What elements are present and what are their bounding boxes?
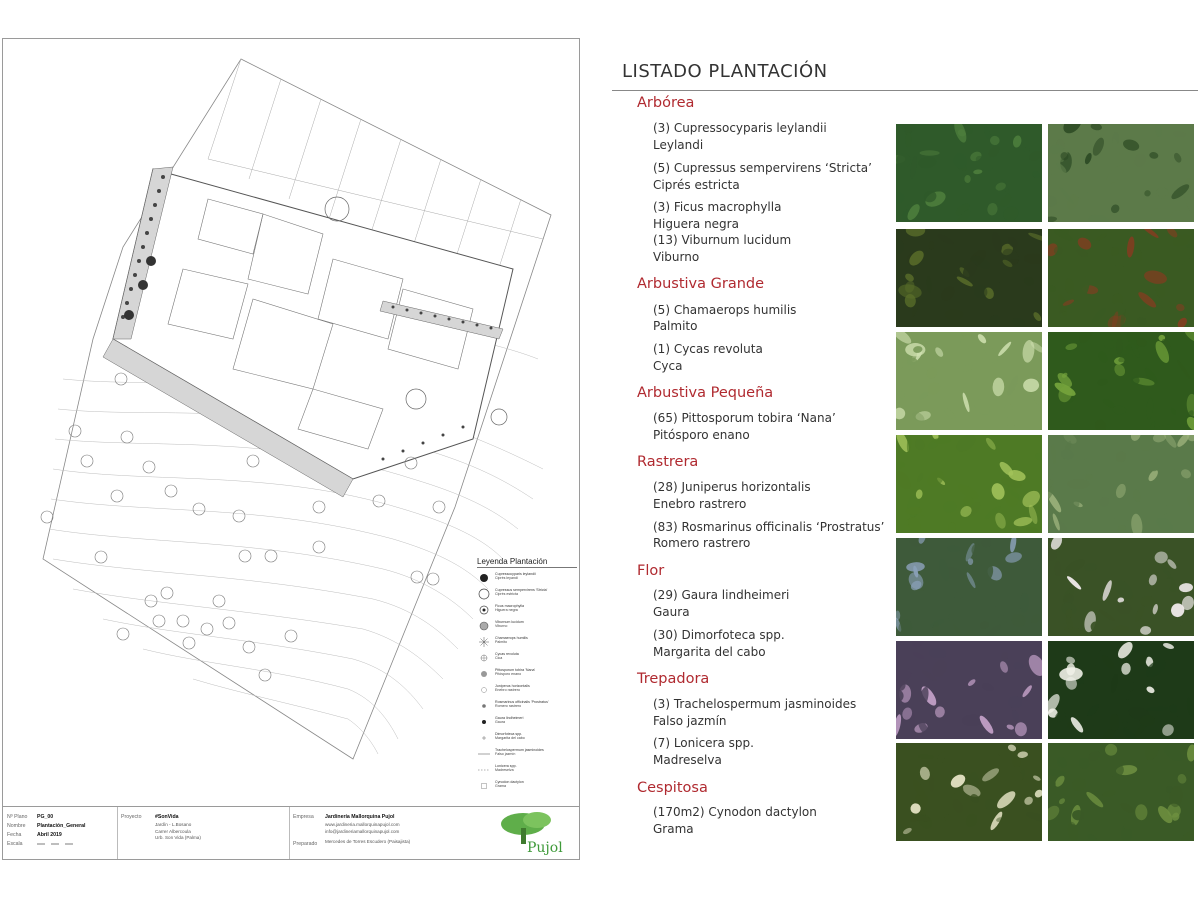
cynodon-photo xyxy=(1048,743,1194,841)
tb-labels xyxy=(7,813,27,849)
tree-logo-icon xyxy=(487,810,573,856)
escala-label: Escala xyxy=(7,841,23,847)
category-trepadora: Trepadora xyxy=(637,671,710,687)
rosmarinus-photo xyxy=(896,538,1042,636)
legend-common: Palmito xyxy=(495,640,507,645)
category-arbustiva-pequena: Arbustiva Pequeña xyxy=(637,385,774,401)
proyecto-line: Jardín - L.Bosano xyxy=(155,822,192,827)
plant-scientific: (7) Lonicera spp. xyxy=(653,736,754,750)
plant-scientific: (5) Cupressus sempervirens ‘Stricta’ xyxy=(653,161,872,175)
lonicera-photo xyxy=(896,743,1042,841)
legend-name: Viburnum lucidum xyxy=(495,620,524,624)
tiny-dot-icon xyxy=(477,700,491,712)
leylandii-photo xyxy=(896,124,1042,222)
empresa-web: www.jardineria.mallorquinapujol.com xyxy=(325,822,400,827)
plant-common: Grama xyxy=(653,822,694,836)
proyecto-label: Proyecto xyxy=(121,814,142,820)
empresa-value: Jardinería Mallorquina Pujol xyxy=(325,814,395,820)
legend-item xyxy=(477,748,577,764)
legend-item xyxy=(477,620,577,636)
legend-common: Falso jazmín xyxy=(495,752,516,757)
plant-common: Gaura xyxy=(653,605,690,619)
legend-title: Leyenda Plantación xyxy=(477,557,577,568)
legend-name: Cupressocyparis leylandii xyxy=(495,572,536,576)
tb-empresa-labels xyxy=(293,813,317,849)
plant-scientific: (29) Gaura lindheimeri xyxy=(653,588,790,602)
dimorfoteca-photo xyxy=(896,641,1042,739)
category-rastrera: Rastrera xyxy=(637,454,699,470)
grey-dot-icon xyxy=(477,668,491,680)
plant-scientific: (5) Chamaerops humilis xyxy=(653,303,797,317)
legend-item xyxy=(477,716,577,732)
tb-proyecto xyxy=(155,813,201,842)
nombre-value: Plantación_General xyxy=(37,823,86,829)
fecha-value: Abril 2019 xyxy=(37,832,62,838)
plano-value: PG_00 xyxy=(37,814,54,820)
listing-title: LISTADO PLANTACIÓN xyxy=(622,61,828,82)
dashed-line-icon xyxy=(477,764,491,776)
plant-common: Madreselva xyxy=(653,753,722,767)
legend-name: Rosmarinus officinalis 'Prostratus' xyxy=(495,700,549,704)
plant-scientific: (170m2) Cynodon dactylon xyxy=(653,805,817,819)
empresa-email: info@jardineriamallorquinapujol.com xyxy=(325,828,400,834)
pittosporum-photo xyxy=(896,435,1042,533)
plant-common: Ciprés estricta xyxy=(653,178,740,192)
legend-item xyxy=(477,572,577,588)
plant-scientific: (28) Juniperus horizontalis xyxy=(653,480,811,494)
planting-legend xyxy=(477,557,577,796)
plant-common: Leylandi xyxy=(653,138,704,152)
proyecto-line: Urb. Son Vida (Palma) xyxy=(155,835,201,841)
proyecto-line: Carrer Albercoula xyxy=(155,828,191,834)
category-arborea: Arbórea xyxy=(637,95,695,111)
legend-common: Margarita del cabo xyxy=(495,736,525,741)
legend-common: Cica xyxy=(495,656,503,661)
category-flor: Flor xyxy=(637,563,665,579)
juniperus-photo xyxy=(1048,435,1194,533)
plant-scientific: (83) Rosmarinus officinalis ‘Prostratus’ xyxy=(653,520,885,534)
scale-bar-icon xyxy=(37,840,85,850)
legend-name: Ficus macrophylla xyxy=(495,604,524,608)
legend-item xyxy=(477,604,577,620)
legend-common: Ciprés estricta xyxy=(495,592,518,597)
plant-common: Palmito xyxy=(653,319,698,333)
cycas-photo xyxy=(1048,332,1194,430)
hatched-circle-icon xyxy=(477,620,491,632)
chamaerops-photo xyxy=(896,332,1042,430)
viburnum-photo xyxy=(1048,229,1194,327)
legend-item xyxy=(477,700,577,716)
plano-label: Nº Plano xyxy=(7,814,28,820)
legend-item xyxy=(477,636,577,652)
title-block xyxy=(3,806,579,859)
tb-values xyxy=(37,813,85,850)
proyecto-value: #SonVida xyxy=(155,814,179,820)
legend-item xyxy=(477,668,577,684)
dotted-circle-icon xyxy=(477,604,491,616)
small-star-icon xyxy=(477,652,491,664)
legend-name: Trachelospermum jasminoides xyxy=(495,748,544,752)
black-dot-icon xyxy=(477,716,491,728)
legend-common: Pitósporo enano xyxy=(495,672,522,677)
category-arbustiva-grande: Arbustiva Grande xyxy=(637,276,765,292)
title-divider xyxy=(612,90,1198,91)
line-icon xyxy=(477,748,491,760)
ficus-photo xyxy=(896,229,1042,327)
light-dot-icon xyxy=(477,684,491,696)
tb-proyecto-label xyxy=(121,813,141,822)
tb-empresa xyxy=(325,813,410,846)
legend-name: Cupressus sempervirens 'Stricta' xyxy=(495,588,548,592)
plant-scientific: (1) Cycas revoluta xyxy=(653,342,763,356)
fecha-label: Fecha xyxy=(7,832,22,838)
legend-item xyxy=(477,764,577,780)
legend-common: Grama xyxy=(495,784,506,789)
plant-scientific: (65) Pittosporum tobira ‘Nana’ xyxy=(653,411,836,425)
legend-name: Cycas revoluta xyxy=(495,652,519,656)
plant-common: Pitósporo enano xyxy=(653,428,750,442)
legend-common: Romero rastrero xyxy=(495,704,522,709)
legend-common: Viburno xyxy=(495,624,508,629)
legend-common: Higuera negra xyxy=(495,608,518,613)
pujol-logo xyxy=(487,810,573,856)
legend-name: Juniperus horizontalis xyxy=(495,684,530,688)
legend-name: Dimorfoteca spp. xyxy=(495,732,523,736)
plant-common: Enebro rastrero xyxy=(653,497,747,511)
plant-scientific: (30) Dimorfoteca spp. xyxy=(653,628,785,642)
plant-common: Higuera negra xyxy=(653,217,739,231)
preparado-value: Mercedes de Torres Escudero (Paisajista) xyxy=(325,839,411,845)
legend-common: Enebro rastrero xyxy=(495,688,520,693)
legend-item xyxy=(477,732,577,748)
legend-name: Pittosporum tobira 'Nana' xyxy=(495,668,536,672)
nombre-label: Nombre xyxy=(7,823,26,829)
palm-star-icon xyxy=(477,636,491,648)
plant-common: Cyca xyxy=(653,359,683,373)
legend-item xyxy=(477,684,577,700)
category-cespitosa: Cespitosa xyxy=(637,780,708,796)
filled-circle-icon xyxy=(477,572,491,584)
legend-name: Chamaerops humilis xyxy=(495,636,528,640)
plant-common: Romero rastrero xyxy=(653,536,751,550)
cypress-stricta-photo xyxy=(1048,124,1194,222)
plant-scientific: (3) Cupressocyparis leylandii xyxy=(653,121,827,135)
plant-scientific: (3) Trachelospermum jasminoides xyxy=(653,697,857,711)
legend-name: Cynodon dactylon xyxy=(495,780,524,784)
legend-item xyxy=(477,780,577,796)
legend-common: Gaura xyxy=(495,720,505,725)
open-circle-icon xyxy=(477,588,491,600)
empresa-label: Empresa xyxy=(293,814,314,820)
legend-item xyxy=(477,652,577,668)
legend-name: Gaura lindheimeri xyxy=(495,716,524,720)
legend-item xyxy=(477,588,577,604)
plant-common: Falso jazmín xyxy=(653,714,727,728)
gaura-photo xyxy=(1048,538,1194,636)
plant-common: Margarita del cabo xyxy=(653,645,766,659)
plant-common: Viburno xyxy=(653,250,700,264)
asterisk-icon xyxy=(477,732,491,744)
plant-scientific: (13) Viburnum lucidum xyxy=(653,233,792,247)
planting-plan-sheet xyxy=(2,38,580,860)
legend-name: Lonicera spp. xyxy=(495,764,517,768)
preparado-label: Preparado xyxy=(293,841,318,847)
plant-scientific: (3) Ficus macrophylla xyxy=(653,200,782,214)
legend-common: Ciprés leyandi xyxy=(495,576,518,581)
square-icon xyxy=(477,780,491,792)
legend-common: Madreselva xyxy=(495,768,514,773)
trachelospermum-photo xyxy=(1048,641,1194,739)
logo-text: Pujol xyxy=(527,840,563,856)
